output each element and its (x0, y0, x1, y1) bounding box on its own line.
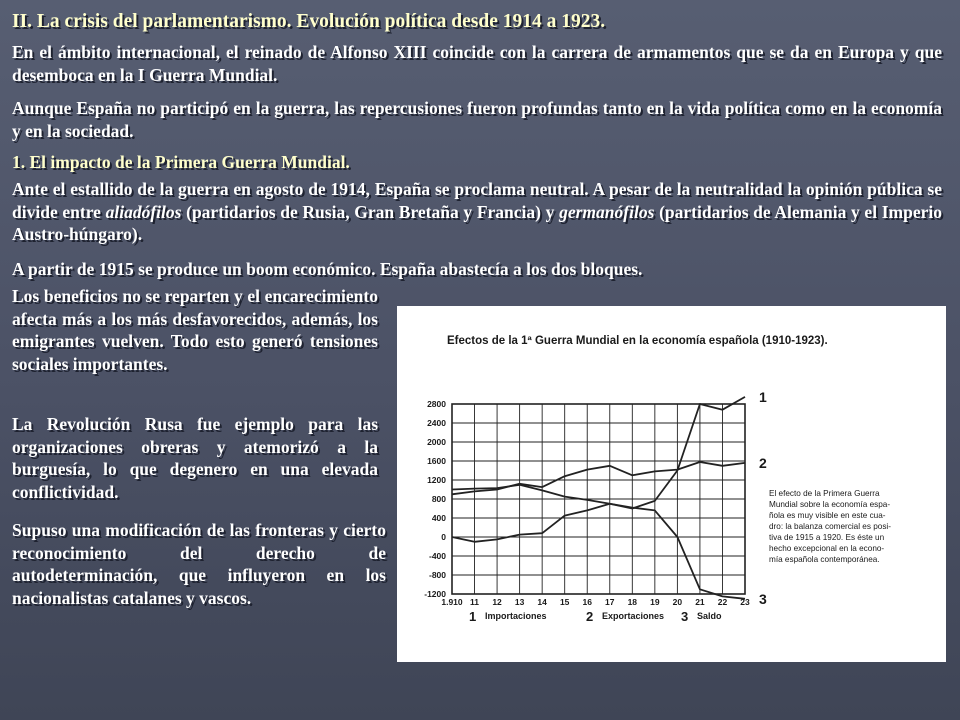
line-chart (397, 306, 946, 662)
paragraph-economic-boom: A partir de 1915 se produce un boom económico. España abastecía a los dos bloques. (12, 259, 643, 279)
series-line-importaciones (452, 397, 745, 509)
y-tick-label: 1600 (427, 456, 446, 466)
x-tick-label: 20 (672, 597, 683, 607)
paragraph-borders: Supuso una modificación de las fronteras y cierto reconocimiento del derecho de autodeterminación, que influyeron en los nacionalistas catalanes y vascos. (12, 520, 386, 608)
paragraph-russian-revolution: La Revolución Rusa fue ejemplo para las organizaciones obreras y atemorizó a la burguesía, lo que degenero en una elevada conflictividad. (12, 414, 378, 502)
x-tick-label: 22 (717, 597, 728, 607)
x-tick-label: 16 (582, 597, 592, 607)
paragraph-spain-neutral-impact: Aunque España no participó en la guerra, las repercusiones fueron profundas tanto en la vida política como en la economía y en la sociedad. (12, 98, 942, 141)
series-marker-importaciones: 1 (759, 388, 767, 405)
y-axis-ticks (424, 399, 446, 599)
annotation-line: mía española contemporánea. (769, 555, 880, 564)
y-tick-label: 2000 (427, 437, 446, 447)
x-tick-label: 11 (470, 597, 480, 607)
annotation-line: tiva de 1915 a 1920. Es éste un (769, 533, 885, 542)
series-marker-saldo: 3 (759, 590, 767, 607)
series-marker-exportaciones: 2 (759, 454, 767, 471)
term-germanofilos: germanófilos (559, 201, 655, 222)
x-tick-label: 1.910 (441, 597, 463, 607)
paragraph-text: (partidarios de Rusia, Gran Bretaña y Francia) y (181, 201, 560, 222)
y-tick-label: 0 (441, 532, 446, 542)
annotation-line: Mundial sobre la economía espa- (769, 500, 891, 509)
annotation-line: El efecto de la Primera Guerra (769, 489, 880, 498)
legend-label: Importaciones (485, 611, 547, 621)
series-markers (759, 389, 767, 607)
y-tick-label: 2400 (427, 418, 446, 428)
x-tick-label: 21 (695, 597, 705, 607)
paragraph-text: Ante el estallido de la guerra en agosto de 1914, España se proclama neutral. A pesar de la neutralidad la opinión pública se divide entre (12, 179, 942, 222)
x-tick-label: 14 (537, 597, 547, 607)
y-tick-label: -400 (428, 551, 446, 561)
legend-label: Saldo (697, 611, 722, 621)
series-line-exportaciones (452, 462, 745, 494)
slide-title: II. La crisis del parlamentarismo. Evolución política desde 1914 a 1923. (12, 11, 606, 32)
chart-annotation (769, 489, 891, 564)
x-tick-label: 23 (740, 597, 750, 607)
legend-marker: 2 (586, 609, 594, 624)
legend-marker: 3 (681, 609, 689, 624)
x-tick-label: 12 (492, 597, 502, 607)
annotation-line: ñola es muy visible en este cua- (769, 511, 886, 520)
x-tick-label: 18 (627, 597, 638, 607)
annotation-line: hecho excepcional en la econo- (769, 544, 885, 553)
paragraph-public-opinion (12, 178, 942, 246)
x-tick-label: 15 (559, 597, 570, 607)
legend-marker: 1 (469, 609, 477, 624)
y-tick-label: 1200 (427, 475, 446, 485)
x-tick-label: 13 (514, 597, 525, 607)
paragraph-social-tensions: Los beneficios no se reparten y el encarecimiento afecta más a los más desfavorecidos, además, los emigrantes vuelven. Todo esto generó tensiones sociales importantes. (12, 286, 378, 374)
term-aliadofilos: aliadófilos (105, 201, 182, 222)
paragraph-international: En el ámbito internacional, el reinado de Alfonso XIII coincide con la carrera de armamentos que se da en Europa y que desemboca en la I Guerra Mundial. (12, 42, 942, 85)
x-tick-label: 17 (605, 597, 615, 607)
y-tick-label: 400 (431, 513, 446, 523)
chart-title: Efectos de la 1ª Guerra Mundial en la economía española (1910-1923). (447, 335, 828, 347)
paragraph-text: (partidarios de Alemania y el Imperio Austro-húngaro). (12, 201, 942, 244)
y-tick-label: -800 (428, 570, 446, 580)
chart-image (397, 306, 946, 662)
chart-series (452, 397, 745, 599)
annotation-line: dro: la balanza comercial es posi- (769, 522, 891, 531)
chart-grid (452, 404, 745, 594)
legend-label: Exportaciones (602, 611, 665, 621)
y-tick-label: 800 (431, 494, 446, 504)
y-tick-label: 2800 (427, 399, 446, 409)
chart-legend (469, 609, 722, 624)
y-tick-label: -1200 (424, 589, 446, 599)
x-tick-label: 19 (650, 597, 660, 607)
section-heading: 1. El impacto de la Primera Guerra Mundial. (12, 152, 350, 172)
x-axis-ticks (441, 597, 750, 607)
